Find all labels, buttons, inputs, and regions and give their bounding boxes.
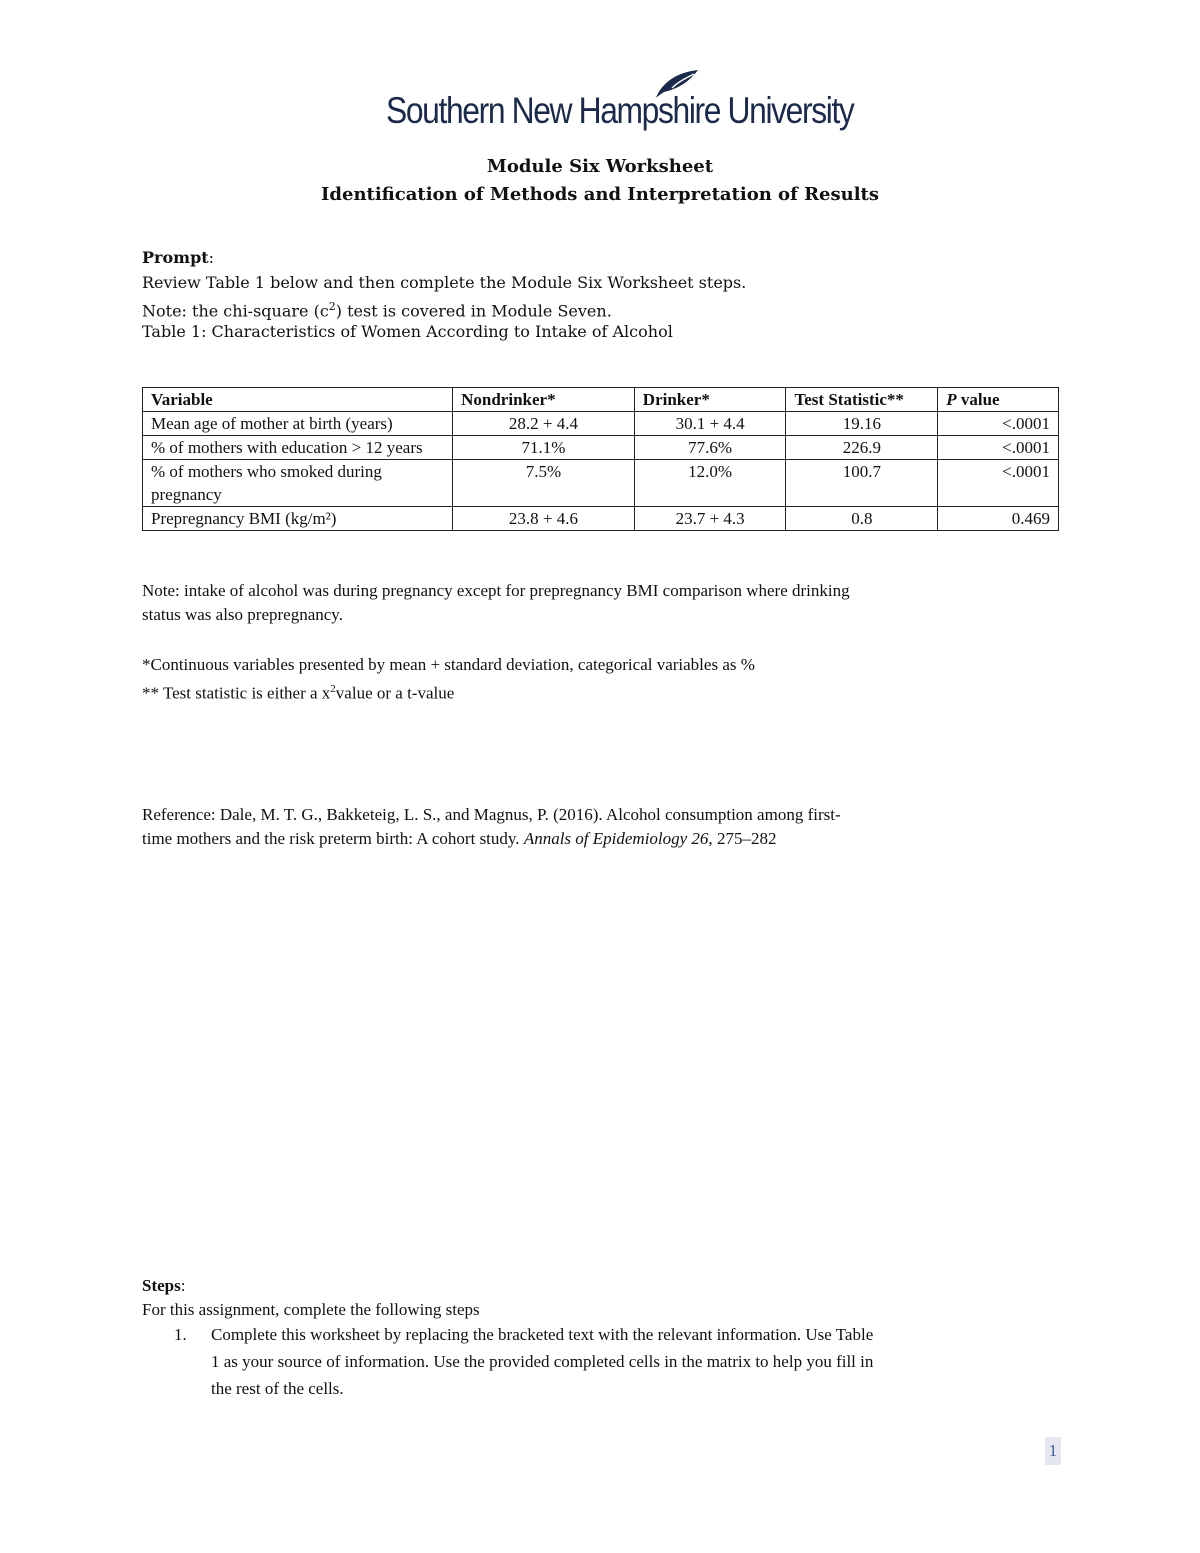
cell-drinker: 12.0% [634,460,786,507]
header-variable: Variable [143,388,453,412]
continuous-note: *Continuous variables presented by mean + standard deviation, categorical variables as % [142,655,755,674]
intake-note-line-2: status was also prepregnancy. [142,605,343,624]
step-1-number: 1. [174,1325,187,1344]
cell-test-statistic: 0.8 [786,507,938,531]
cell-variable: Mean age of mother at birth (years) [143,412,453,436]
header-nondrinker: Nondrinker* [453,388,635,412]
cell-p-value: <.0001 [938,436,1059,460]
steps-label: Steps [142,1276,181,1295]
header-p-rest: value [956,390,1000,409]
prompt-line-1: Review Table 1 below and then complete the Module Six Worksheet steps. [142,273,747,292]
steps-colon: : [180,1276,186,1295]
test-note-superscript: 2 [330,683,336,695]
worksheet-subtitle: Identification of Methods and Interpretation of Results [320,184,879,205]
test-note-part-a: ** Test statistic is either a x [142,683,331,703]
table-row [143,412,1059,436]
header-test-statistic: Test Statistic** [786,388,938,412]
cell-nondrinker: 71.1% [453,436,635,460]
cell-variable: Prepregnancy BMI (kg/m²) [143,507,453,531]
university-logo [386,68,854,136]
header-p-italic: P [946,390,957,409]
steps-heading [142,1274,185,1298]
reference-line-2-text: time mothers and the risk preterm birth: A cohort study. [142,829,524,848]
cell-nondrinker: 7.5% [453,460,635,507]
prompt-line-2-superscript: 2 [328,300,336,313]
cell-drinker: 23.7 + 4.3 [634,507,786,531]
reference-journal: Annals of Epidemiology 26, [523,829,713,848]
step-1-line-3: the rest of the cells. [211,1379,344,1398]
cell-p-value: <.0001 [938,412,1059,436]
table-row [143,436,1059,460]
table-caption: Table 1: Characteristics of Women According to Intake of Alcohol [142,322,673,341]
cell-p-value: <.0001 [938,460,1059,507]
steps-intro: For this assignment, complete the following steps [142,1300,480,1319]
worksheet-title: Module Six Worksheet [486,156,714,177]
table-row [143,460,1059,507]
logo-text: Southern New Hampshire University [386,90,854,131]
test-statistic-note [142,677,454,706]
header-p-value [938,388,1059,412]
cell-test-statistic: 19.16 [786,412,938,436]
step-1-line-1: Complete this worksheet by replacing the bracketed text with the relevant information. Use Table [211,1325,874,1344]
reference-line-1: Reference: Dale, M. T. G., Bakketeig, L. S., and Magnus, P. (2016). Alcohol consumption among first- [142,805,841,824]
header-drinker: Drinker* [634,388,786,412]
cell-test-statistic: 226.9 [786,436,938,460]
table-row [143,507,1059,531]
prompt-line-2-part-a: Note: the chi-square (c [142,301,329,321]
characteristics-table [142,387,1059,531]
prompt-colon: : [208,248,215,267]
prompt-label: Prompt [142,248,209,267]
prompt-heading [142,246,214,270]
intake-note-line-1: Note: intake of alcohol was during pregnancy except for prepregnancy BMI comparison where drinking [142,581,850,600]
prompt-line-2-part-b: ) test is covered in Module Seven. [335,301,612,321]
cell-variable: % of mothers who smoked during pregnancy [143,460,453,507]
cell-variable: % of mothers with education > 12 years [143,436,453,460]
cell-drinker: 30.1 + 4.4 [634,412,786,436]
step-1-line-2: 1 as your source of information. Use the provided completed cells in the matrix to help you fill in [211,1352,874,1371]
cell-test-statistic: 100.7 [786,460,938,507]
test-note-part-b: value or a t-value [335,683,455,703]
reference-pages: 275–282 [712,829,777,848]
cell-nondrinker: 28.2 + 4.4 [453,412,635,436]
cell-drinker: 77.6% [634,436,786,460]
table-header-row [143,388,1059,412]
cell-nondrinker: 23.8 + 4.6 [453,507,635,531]
cell-p-value: 0.469 [938,507,1059,531]
page-number: 1 [1045,1437,1061,1465]
reference-line-2 [142,827,776,851]
